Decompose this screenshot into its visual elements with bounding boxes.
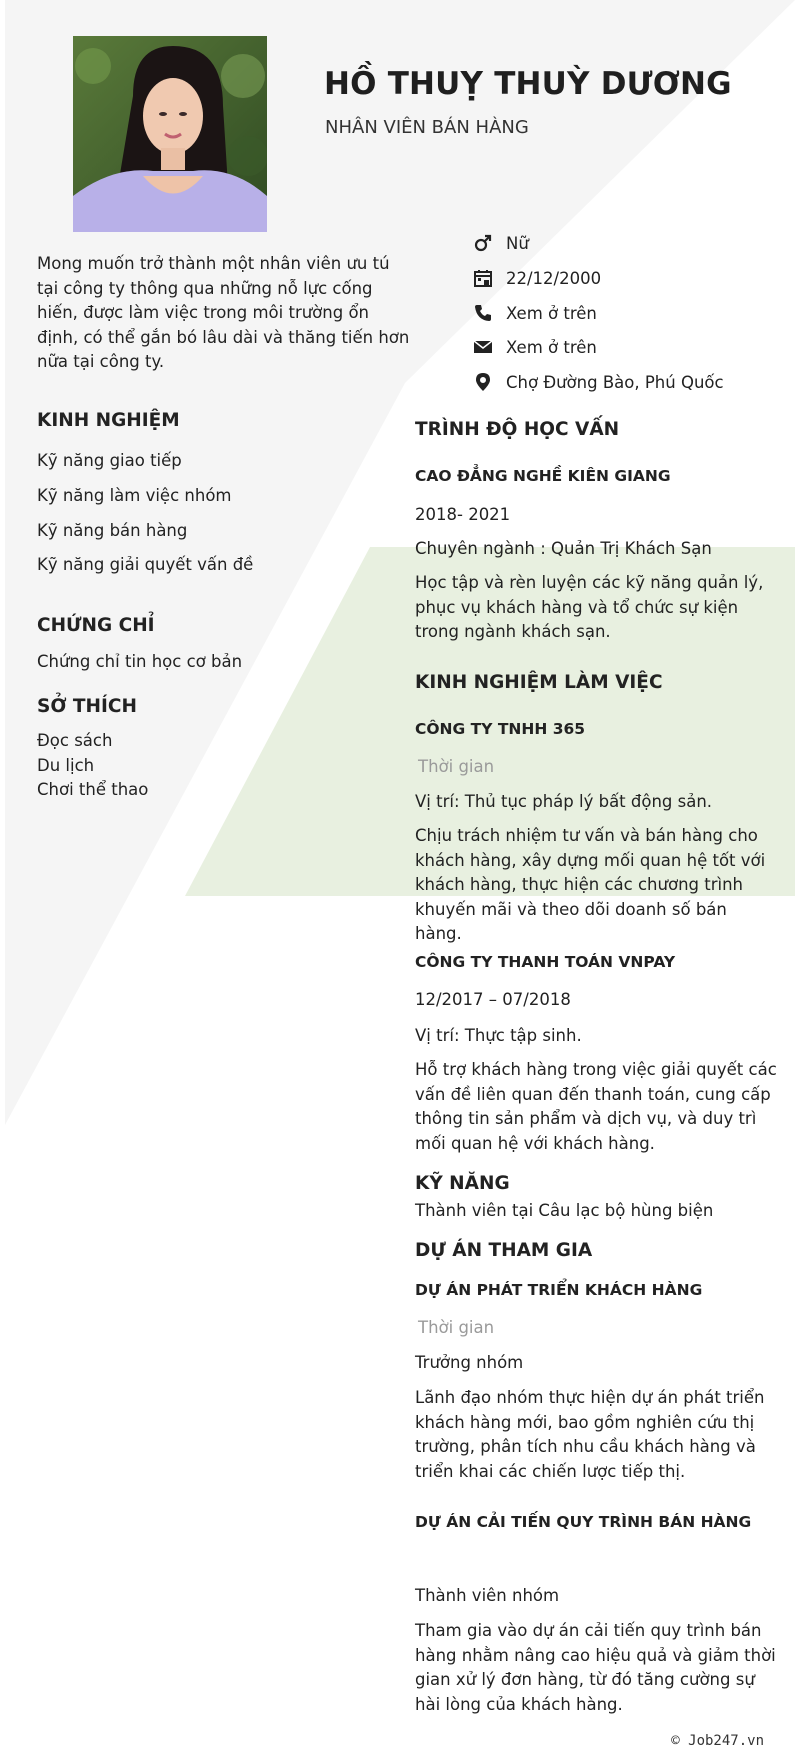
job-description: Chịu trách nhiệm tư vấn và bán hàng cho khách hàng, xây dựng mối quan hệ tốt với khách hàng, thực hiện các chương trình khuyến mãi và theo dõi doanh số bán hàng. xyxy=(415,826,766,943)
project-description: Tham gia vào dự án cải tiến quy trình bán hàng nhằm nâng cao hiệu quả và giảm thời gian xử lý đơn hàng, từ đó tăng cường sự hài lòng của khách hàng. xyxy=(415,1621,776,1714)
career-objective: Mong muốn trở thành một nhân viên ưu tú tại công ty thông qua những nỗ lực cống hiến, được làm việc trong môi trường ổn định, có thể gắn bó lâu dài và thăng tiến hơn nữa tại công ty. xyxy=(37,254,410,371)
hobby-item: Du lịch xyxy=(37,756,95,775)
job-time: Thời gian xyxy=(418,757,495,776)
job-title: NHÂN VIÊN BÁN HÀNG xyxy=(325,117,529,138)
work-heading: KINH NGHIỆM LÀM VIỆC xyxy=(415,672,663,693)
phone-value: Xem ở trên xyxy=(506,303,597,323)
project-description: Lãnh đạo nhóm thực hiện dự án phát triển khách hàng mới, bao gồm nghiên cứu thị trường, phân tích nhu cầu khách hàng và triển khai các chiến lược tiếp thị. xyxy=(415,1388,765,1481)
projects-heading: DỰ ÁN THAM GIA xyxy=(415,1240,593,1261)
job-time: 12/2017 – 07/2018 xyxy=(415,990,571,1009)
address-value: Chợ Đường Bào, Phú Quốc xyxy=(506,372,724,392)
education-description: Học tập và rèn luyện các kỹ năng quản lý, phục vụ khách hàng và tổ chức sự kiện trong ngành khách sạn. xyxy=(415,573,764,641)
contact-phone xyxy=(472,300,597,326)
birthday-value: 22/12/2000 xyxy=(506,268,602,288)
calendar-icon xyxy=(472,267,494,289)
experience-item: Kỹ năng bán hàng xyxy=(37,521,188,540)
hobbies-heading: SỞ THÍCH xyxy=(37,696,137,717)
project-time: Thời gian xyxy=(418,1318,495,1337)
company-name: CÔNG TY THANH TOÁN VNPAY xyxy=(415,953,676,971)
hobby-item: Chơi thể thao xyxy=(37,780,149,799)
school-name: CAO ĐẲNG NGHỀ KIÊN GIANG xyxy=(415,467,671,485)
footer-watermark: © Job247.vn xyxy=(671,1733,764,1749)
experience-item: Kỹ năng giải quyết vấn đề xyxy=(37,555,254,574)
job-description: Hỗ trợ khách hàng trong việc giải quyết các vấn đề liên quan đến thanh toán, cung cấp thông tin sản phẩm và dịch vụ, và duy trì mối quan hệ với khách hàng. xyxy=(415,1060,777,1153)
experience-item: Kỹ năng làm việc nhóm xyxy=(37,486,232,505)
skills-heading: KỸ NĂNG xyxy=(415,1173,510,1194)
hobby-item: Đọc sách xyxy=(37,731,113,750)
project-name: DỰ ÁN PHÁT TRIỂN KHÁCH HÀNG xyxy=(415,1281,703,1299)
contact-email xyxy=(472,334,597,360)
education-period: 2018- 2021 xyxy=(415,505,511,524)
project-role: Trưởng nhóm xyxy=(415,1353,524,1372)
experience-heading: KINH NGHIỆM xyxy=(37,410,180,431)
location-pin-icon xyxy=(472,371,494,393)
job-position: Vị trí: Thủ tục pháp lý bất động sản. xyxy=(415,792,713,811)
candidate-name: HỒ THUỴ THUỲ DƯƠNG xyxy=(324,66,732,102)
skills-text: Thành viên tại Câu lạc bộ hùng biện xyxy=(415,1201,714,1220)
project-role: Thành viên nhóm xyxy=(415,1586,560,1605)
experience-item: Kỹ năng giao tiếp xyxy=(37,451,182,470)
project-name: DỰ ÁN CẢI TIẾN QUY TRÌNH BÁN HÀNG xyxy=(415,1513,752,1531)
company-name: CÔNG TY TNHH 365 xyxy=(415,720,586,738)
contact-gender xyxy=(472,230,529,256)
contact-address xyxy=(472,369,724,395)
envelope-icon xyxy=(472,336,494,358)
phone-icon xyxy=(472,302,494,324)
job-position: Vị trí: Thực tập sinh. xyxy=(415,1026,582,1045)
email-value: Xem ở trên xyxy=(506,337,597,357)
contact-birthday xyxy=(472,265,601,291)
education-heading: TRÌNH ĐỘ HỌC VẤN xyxy=(415,419,620,440)
certificate-item: Chứng chỉ tin học cơ bản xyxy=(37,652,243,671)
gender-icon xyxy=(472,232,494,254)
profile-photo xyxy=(73,36,267,232)
gender-value: Nữ xyxy=(506,233,529,253)
certificates-heading: CHỨNG CHỈ xyxy=(37,615,155,636)
education-major: Chuyên ngành : Quản Trị Khách Sạn xyxy=(415,539,712,558)
